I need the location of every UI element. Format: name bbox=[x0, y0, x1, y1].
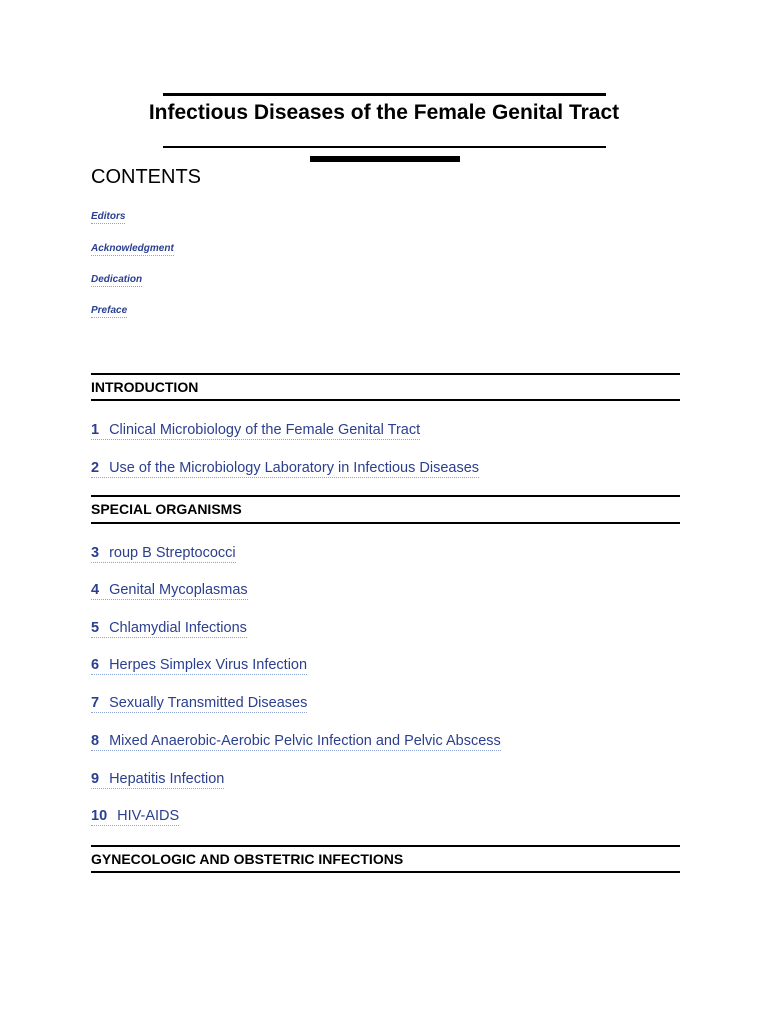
chapter-title: Herpes Simplex Virus Infection bbox=[109, 657, 308, 673]
chapter-number: 9 bbox=[91, 771, 100, 787]
chapter-number: 4 bbox=[91, 582, 100, 598]
chapter-number: 3 bbox=[91, 545, 100, 561]
title-bottom-rule bbox=[163, 146, 606, 148]
chapter-link-9[interactable] bbox=[91, 770, 224, 789]
chapter-title: Sexually Transmitted Diseases bbox=[109, 695, 308, 711]
front-matter-link-editors[interactable]: Editors bbox=[91, 211, 126, 222]
chapter-link-5[interactable] bbox=[91, 619, 247, 638]
chapter-number: 7 bbox=[91, 695, 100, 711]
chapter-number: 5 bbox=[91, 620, 100, 636]
chapter-link-8[interactable] bbox=[91, 732, 501, 751]
chapter-link-3[interactable] bbox=[91, 544, 236, 563]
chapter-number: 6 bbox=[91, 657, 100, 673]
chapter-link-2[interactable] bbox=[91, 459, 479, 478]
chapter-title: Mixed Anaerobic-Aerobic Pelvic Infection and Pelvic Abscess bbox=[109, 733, 501, 749]
contents-heading: CONTENTS bbox=[91, 166, 201, 188]
chapter-number: 2 bbox=[91, 460, 100, 476]
chapter-link-4[interactable] bbox=[91, 581, 248, 600]
section-rule-top bbox=[91, 495, 680, 497]
chapter-link-1[interactable] bbox=[91, 421, 420, 440]
front-matter-link-preface[interactable]: Preface bbox=[91, 305, 128, 316]
chapter-link-10[interactable] bbox=[91, 807, 179, 826]
section-rule-bottom bbox=[91, 399, 680, 401]
section-heading-introduction: INTRODUCTION bbox=[91, 379, 199, 395]
chapter-title: roup B Streptococci bbox=[109, 545, 236, 561]
chapter-title: Use of the Microbiology Laboratory in Infectious Diseases bbox=[109, 460, 480, 476]
front-matter-link-dedication[interactable]: Dedication bbox=[91, 274, 143, 285]
chapter-title: Clinical Microbiology of the Female Genital Tract bbox=[109, 422, 421, 438]
chapter-title: Hepatitis Infection bbox=[109, 771, 225, 787]
chapter-number: 8 bbox=[91, 733, 100, 749]
section-heading-special-organisms: SPECIAL ORGANISMS bbox=[91, 501, 242, 517]
front-matter-link-acknowledgment[interactable]: Acknowledgment bbox=[91, 243, 174, 254]
section-rule-bottom bbox=[91, 522, 680, 524]
title-thick-bar bbox=[310, 156, 460, 162]
section-rule-bottom bbox=[91, 871, 680, 873]
chapter-link-7[interactable] bbox=[91, 694, 307, 713]
title-top-rule bbox=[163, 93, 606, 96]
section-heading-gynecologic-obstetric: GYNECOLOGIC AND OBSTETRIC INFECTIONS bbox=[91, 851, 404, 867]
page-title: Infectious Diseases of the Female Genital Tract bbox=[148, 101, 620, 124]
chapter-link-6[interactable] bbox=[91, 656, 307, 675]
section-rule-top bbox=[91, 845, 680, 847]
chapter-number: 10 bbox=[91, 808, 108, 824]
section-rule-top bbox=[91, 373, 680, 375]
chapter-title: HIV-AIDS bbox=[117, 808, 180, 824]
chapter-title: Genital Mycoplasmas bbox=[109, 582, 248, 598]
chapter-title: Chlamydial Infections bbox=[109, 620, 247, 636]
chapter-number: 1 bbox=[91, 422, 100, 438]
